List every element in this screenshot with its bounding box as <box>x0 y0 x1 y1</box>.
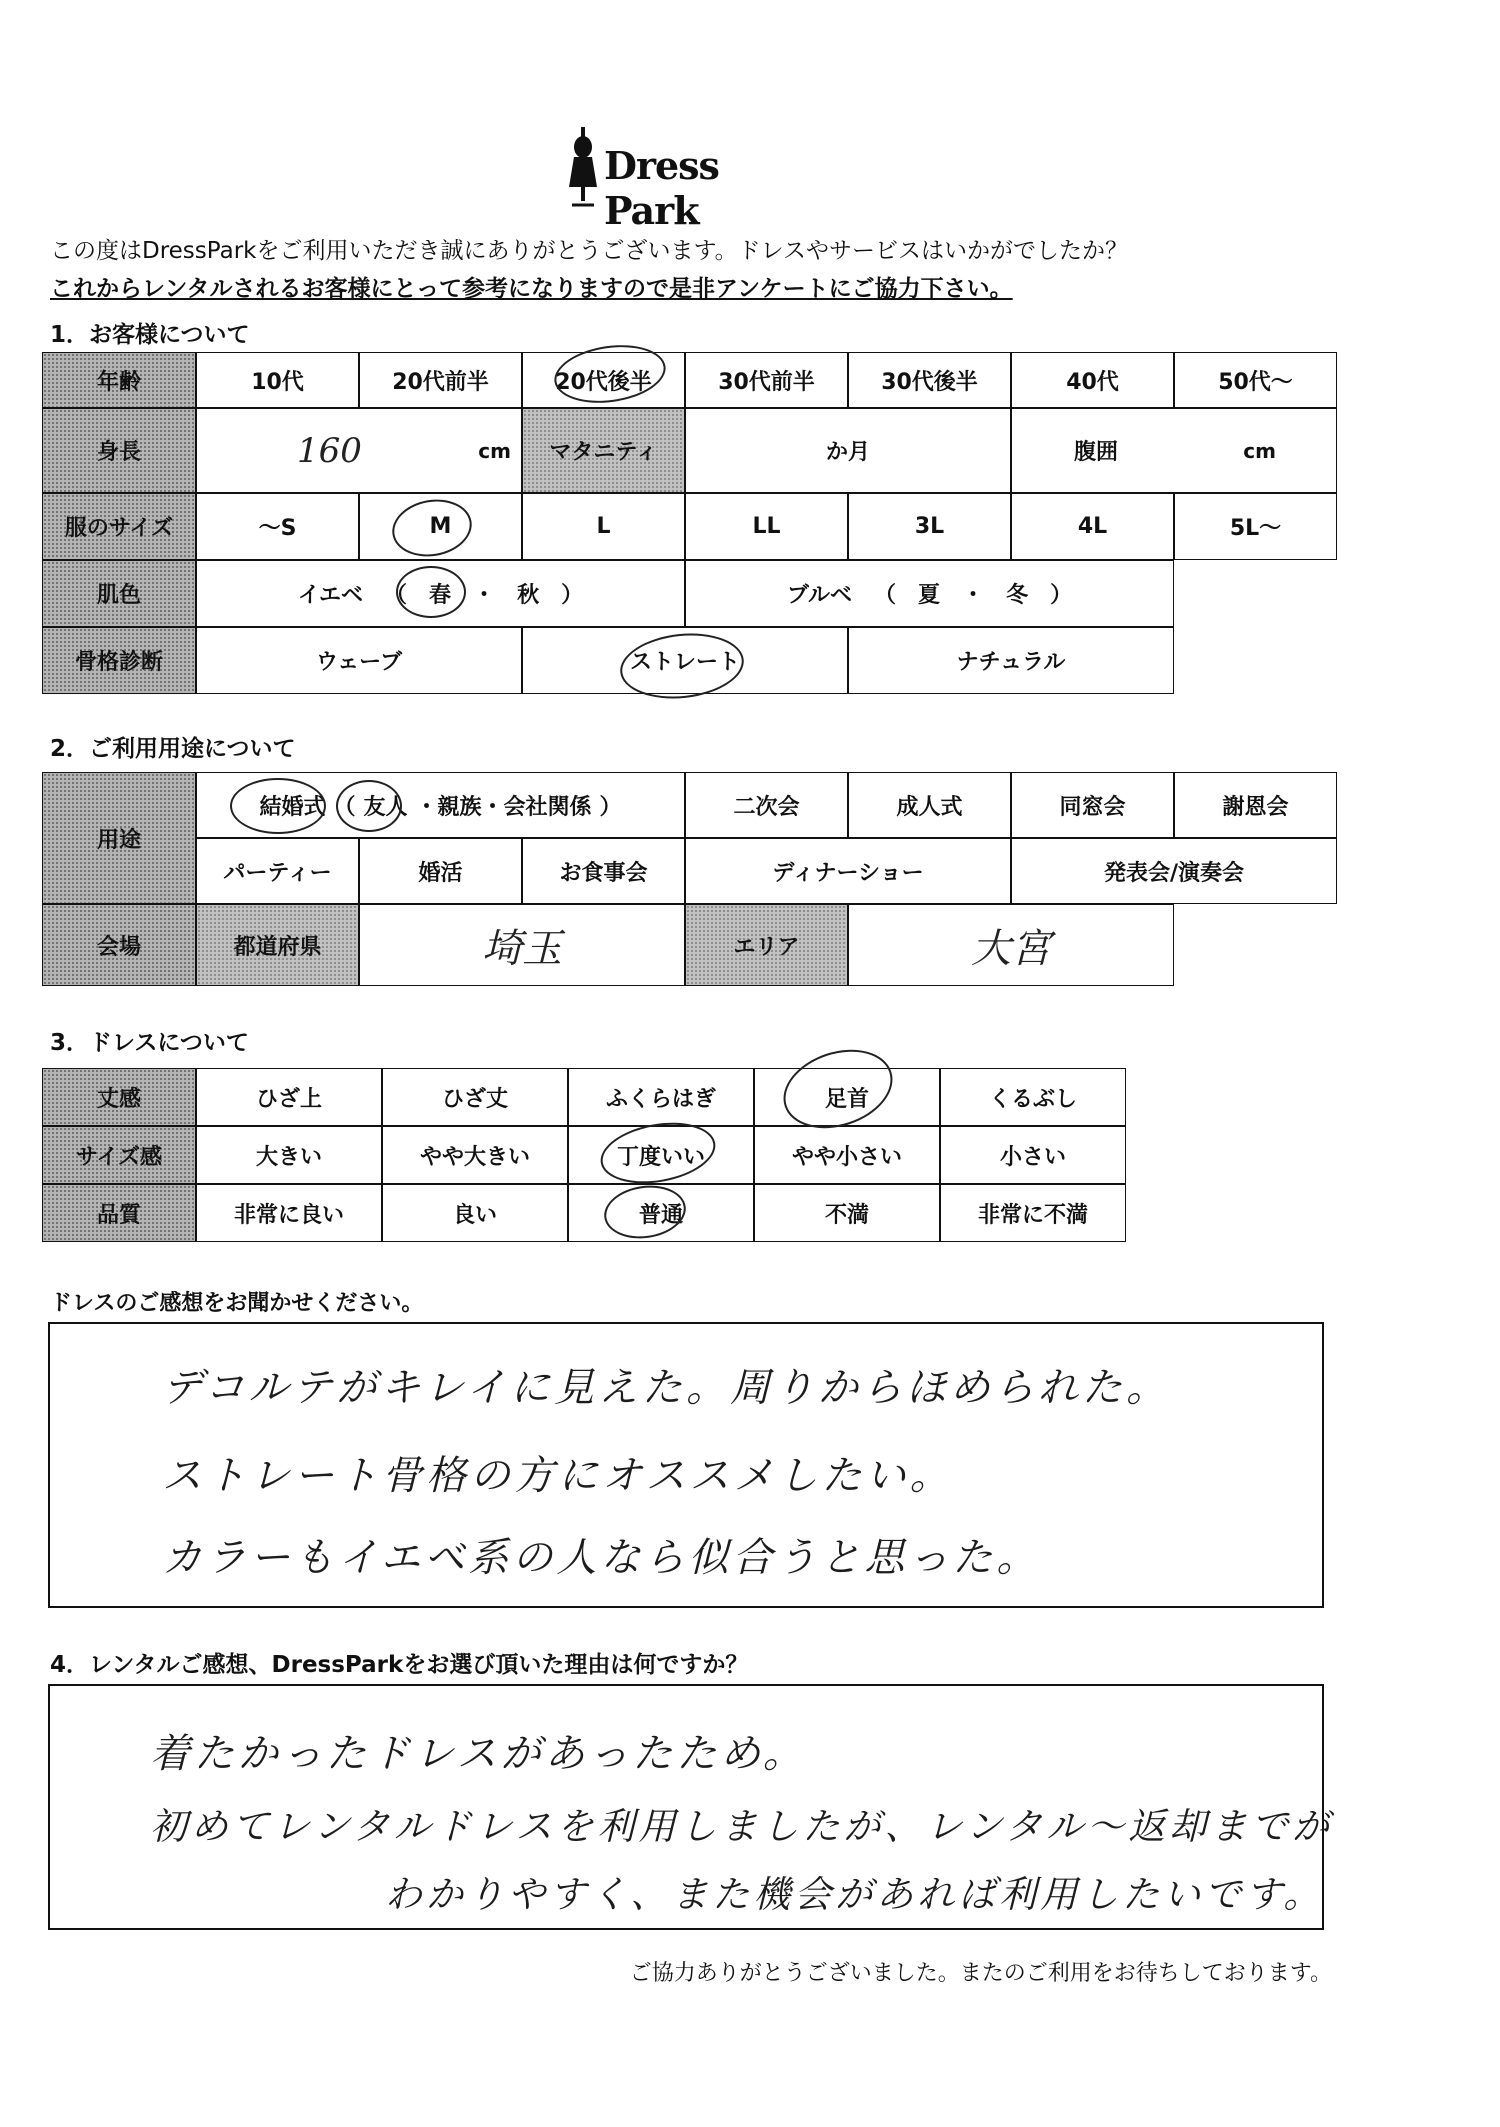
length-option-selected[interactable]: 足首 <box>754 1068 940 1126</box>
footer-thanks: ご協力ありがとうございました。またのご利用をお待ちしております。 <box>629 1961 1332 1986</box>
age-option[interactable]: 40代 <box>1011 352 1174 408</box>
height-field[interactable] <box>196 408 522 493</box>
belly-label: 腹囲 <box>1074 440 1119 465</box>
skin-spring[interactable]: 春 <box>429 583 452 608</box>
usage-option[interactable]: 成人式 <box>848 772 1011 838</box>
usage-option[interactable]: パーティー <box>196 838 359 904</box>
usage-option[interactable]: 謝恩会 <box>1174 772 1337 838</box>
dress-form-icon <box>566 125 600 211</box>
section2-heading: 2．ご利用用途について <box>50 736 296 762</box>
usage-table <box>42 772 1340 988</box>
age-option-selected[interactable]: 20代後半 <box>522 352 685 408</box>
length-option[interactable]: くるぶし <box>940 1068 1126 1126</box>
quality-option[interactable]: 良い <box>382 1184 568 1242</box>
quality-option[interactable]: 非常に良い <box>196 1184 382 1242</box>
intro-request-line: これからレンタルされるお客様にとって参考になりますので是非アンケートにご協力下さい。 <box>50 276 1013 302</box>
skin-blue-option[interactable] <box>685 560 1174 627</box>
area-label: エリア <box>685 904 848 986</box>
size-option[interactable]: ～S <box>196 493 359 560</box>
quality-option[interactable]: 不満 <box>754 1184 940 1242</box>
skin-label: 肌色 <box>42 560 196 627</box>
wedding-others[interactable]: ・親族・会社関係 <box>415 794 592 820</box>
dress-feedback-line: デコルテがキレイに見えた。周りからほめられた。 <box>162 1365 1170 1411</box>
prefecture-value: 埼玉 <box>482 925 562 972</box>
fit-option[interactable]: やや小さい <box>754 1126 940 1184</box>
length-option[interactable]: ひざ丈 <box>382 1068 568 1126</box>
height-label: 身長 <box>42 408 196 493</box>
quality-option-selected[interactable]: 普通 <box>568 1184 754 1242</box>
dress-feedback-line: カラーもイエベ系の人なら似合うと思った。 <box>162 1535 1041 1581</box>
age-option[interactable]: 50代～ <box>1174 352 1337 408</box>
usage-label: 用途 <box>42 772 196 904</box>
prefecture-label: 都道府県 <box>196 904 359 986</box>
belly-unit: cm <box>1243 438 1276 463</box>
rental-feedback-line: 初めてレンタルドレスを利用しましたが、レンタル～返却までが <box>150 1805 1334 1848</box>
section3-heading: 3．ドレスについて <box>50 1030 249 1056</box>
skin-blue-label: ブルベ <box>786 583 853 608</box>
bone-label: 骨格診断 <box>42 627 196 694</box>
dresspark-logo <box>566 125 806 233</box>
usage-option[interactable]: お食事会 <box>522 838 685 904</box>
bone-option-selected[interactable]: ストレート <box>522 627 848 694</box>
quality-option[interactable]: 非常に不満 <box>940 1184 1126 1242</box>
usage-option[interactable]: 婚活 <box>359 838 522 904</box>
height-value: 160 <box>297 430 362 471</box>
fit-option[interactable]: やや大きい <box>382 1126 568 1184</box>
length-label: 丈感 <box>42 1068 196 1126</box>
usage-option[interactable]: 二次会 <box>685 772 848 838</box>
length-option[interactable]: ふくらはぎ <box>568 1068 754 1126</box>
paren: （ <box>874 583 897 608</box>
dress-feedback-box[interactable] <box>48 1322 1324 1608</box>
rental-feedback-box[interactable] <box>48 1684 1334 1930</box>
separator: ・ <box>473 583 496 608</box>
size-option[interactable]: LL <box>685 493 848 560</box>
fit-label: サイズ感 <box>42 1126 196 1184</box>
size-label: 服のサイズ <box>42 493 196 560</box>
size-option-selected[interactable]: M <box>359 493 522 560</box>
wedding-friend[interactable]: 友人 <box>363 794 408 820</box>
separator: ・ <box>962 583 985 608</box>
paren: ） <box>599 794 622 820</box>
intro-line: この度はDressParkをご利用いただき誠にありがとうございます。ドレスやサービスはいかがでしたか？ <box>50 238 1128 264</box>
rental-feedback-line: 着たかったドレスがあったため。 <box>150 1731 807 1777</box>
dress-feedback-line: ストレート骨格の方にオススメしたい。 <box>162 1453 954 1499</box>
bone-option[interactable]: ナチュラル <box>848 627 1174 694</box>
customer-table <box>42 352 1340 698</box>
maternity-label: マタニティ <box>522 408 685 493</box>
size-option[interactable]: 5L～ <box>1174 493 1337 560</box>
maternity-months-field[interactable] <box>685 408 1011 493</box>
age-option[interactable]: 30代前半 <box>685 352 848 408</box>
dress-feedback-prompt: ドレスのご感想をお聞かせください。 <box>50 1291 424 1316</box>
paren: （ <box>333 794 356 820</box>
quality-label: 品質 <box>42 1184 196 1242</box>
paren: ） <box>561 583 584 608</box>
rental-feedback-line: わかりやすく、また機会があれば利用したいです。 <box>385 1873 1325 1916</box>
age-option[interactable]: 10代 <box>196 352 359 408</box>
usage-option[interactable]: 同窓会 <box>1011 772 1174 838</box>
skin-yellow-option[interactable] <box>196 560 685 627</box>
logo-text: Dress Park <box>604 143 719 233</box>
fit-option[interactable]: 小さい <box>940 1126 1126 1184</box>
section4-heading: 4．レンタルご感想、DressParkをお選び頂いた理由は何ですか？ <box>50 1652 749 1678</box>
height-unit: cm <box>478 438 511 463</box>
paren: ） <box>1050 583 1073 608</box>
age-option[interactable]: 30代後半 <box>848 352 1011 408</box>
size-option[interactable]: L <box>522 493 685 560</box>
skin-autumn[interactable]: 秋 <box>517 583 540 608</box>
size-option[interactable]: 3L <box>848 493 1011 560</box>
wedding-label: 結婚式 <box>259 794 326 820</box>
length-option[interactable]: ひざ上 <box>196 1068 382 1126</box>
usage-option[interactable]: ディナーショー <box>685 838 1011 904</box>
skin-summer[interactable]: 夏 <box>918 583 941 608</box>
fit-option-selected[interactable]: 丁度いい <box>568 1126 754 1184</box>
dress-table <box>42 1068 1132 1248</box>
bone-option[interactable]: ウェーブ <box>196 627 522 694</box>
venue-label: 会場 <box>42 904 196 986</box>
area-value: 大宮 <box>971 925 1051 972</box>
skin-winter[interactable]: 冬 <box>1006 583 1029 608</box>
size-option[interactable]: 4L <box>1011 493 1174 560</box>
usage-option[interactable]: 発表会/演奏会 <box>1011 838 1337 904</box>
age-option[interactable]: 20代前半 <box>359 352 522 408</box>
wedding-option[interactable] <box>196 772 685 838</box>
months-label: か月 <box>825 440 870 465</box>
fit-option[interactable]: 大きい <box>196 1126 382 1184</box>
belly-field[interactable] <box>1011 408 1337 493</box>
skin-yellow-label: イエベ <box>297 583 364 608</box>
area-field[interactable] <box>848 904 1174 986</box>
section1-heading: 1．お客様について <box>50 322 250 348</box>
prefecture-field[interactable] <box>359 904 685 986</box>
age-label: 年齢 <box>42 352 196 408</box>
paren: （ <box>385 583 408 608</box>
